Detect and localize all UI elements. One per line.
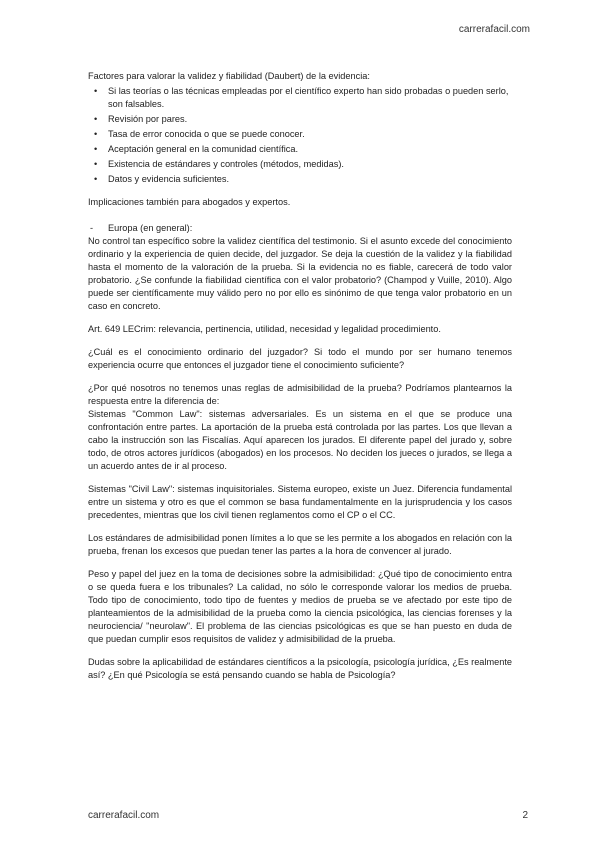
implications-paragraph: Implicaciones también para abogados y expertos. — [88, 197, 291, 207]
list-item: • Revisión por pares. — [88, 113, 512, 126]
header-brand: carrerafacil.com — [458, 24, 530, 35]
civil-law-paragraph: Sistemas "Civil Law": sistemas inquisitoriales. Sistema europeo, existe un Juez. Diferencia fundamental entre un sistema y otro es que el common se basa fundamentalmente en la jurisprudencia y los casos precedentes, mientras que los civil tienen reglamentos como el CP o el CC. — [88, 484, 512, 520]
europe-paragraph: No control tan específico sobre la validez científica del testimonio. Si el asunto excede del conocimiento ordinario y la experiencia de quien decide, del juzgador. Se deja la cuestión de la validez y la fiabilidad hasta el momento de la valoración de la prueba. Si la evidencia no es fiable, carecerá de todo valor probatorio. ¿Se confunde la fiabilidad científica con el valor probatorio? (Champod y Vuille, 2010). Algo puede ser científicamente muy válido pero no por ello es sinónimo de que tenga valor probatorio en un caso en concreto. — [88, 236, 512, 311]
daubert-factor-list — [88, 85, 512, 186]
europe-heading-text: Europa (en general): — [108, 223, 193, 233]
admissibility-question: ¿Por qué nosotros no tenemos unas reglas de admisibilidad de la prueba? Podríamos plantearnos la respuesta entre la diferencia de: — [88, 383, 512, 406]
daubert-intro: Factores para valorar la validez y fiabilidad (Daubert) de la evidencia: — [88, 71, 370, 81]
doubts-paragraph: Dudas sobre la aplicabilidad de estándares científicos a la psicología, psicología jurídica, ¿Es realmente así? ¿En qué Psicología se está pensando cuando se habla de Psicología? — [88, 657, 512, 680]
art649-paragraph: Art. 649 LECrim: relevancia, pertinencia, utilidad, necesidad y legalidad procedimiento. — [88, 324, 441, 334]
list-item: • Datos y evidencia suficientes. — [88, 173, 512, 186]
document-body — [88, 70, 512, 692]
list-item: • Existencia de estándares y controles (métodos, medidas). — [88, 158, 512, 171]
footer-brand: carrerafacil.com — [88, 810, 160, 821]
standards-paragraph: Los estándares de admisibilidad ponen límites a lo que se les permite a los abogados en relación con la prueba, frenan los excesos que puedan tener las partes a la hora de convencer al jurado. — [88, 533, 512, 556]
list-item: • Si las teorías o las técnicas empleadas por el científico experto han sido probadas o pueden serlo, son falsables. — [88, 85, 512, 111]
europe-heading — [88, 222, 512, 235]
dash-marker: - — [90, 223, 94, 233]
ordinary-knowledge-paragraph: ¿Cuál es el conocimiento ordinario del juzgador? Si todo el mundo por ser humano tenemos experiencia ocurre que entonces el juzgador tiene el conocimiento suficiente? — [88, 347, 512, 370]
list-item: • Aceptación general en la comunidad científica. — [88, 143, 512, 156]
judge-role-paragraph: Peso y papel del juez en la toma de decisiones sobre la admisibilidad: ¿Qué tipo de conocimiento entra o se queda fuera e los tribunales? La calidad, no sólo le corresponde valorar los medios de prueba. Todo tipo de conocimiento, todo tipo de fuentes y medios de prueba se ve afectado por este tipo de planteamientos de la admisibilidad de la prueba como la ciencia psicológica, las ciencias forenses y la neurociencia/ "neurolaw". El problema de las ciencias psicológicas es que se han puesto en duda de que puedan cumplir esos requisitos de validez y admisibilidad de la prueba. — [88, 569, 512, 644]
page-number: 2 — [522, 810, 528, 821]
list-item: • Tasa de error conocida o que se puede conocer. — [88, 128, 512, 141]
common-law-paragraph: Sistemas "Common Law": sistemas adversariales. Es un sistema en el que se produce una confrontación entre partes. La aportación de la prueba está controlada por las partes. Los que llevan a cabo la instrucción son las Fiscalías. Aquí aparecen los jurados. El diferente papel del jurado y, sobre todo, de otros actores jurídicos (abogados) en los procesos. No deciden los jueces o jurados, se llega a un acuerdo antes de ir al proceso. — [88, 409, 512, 471]
